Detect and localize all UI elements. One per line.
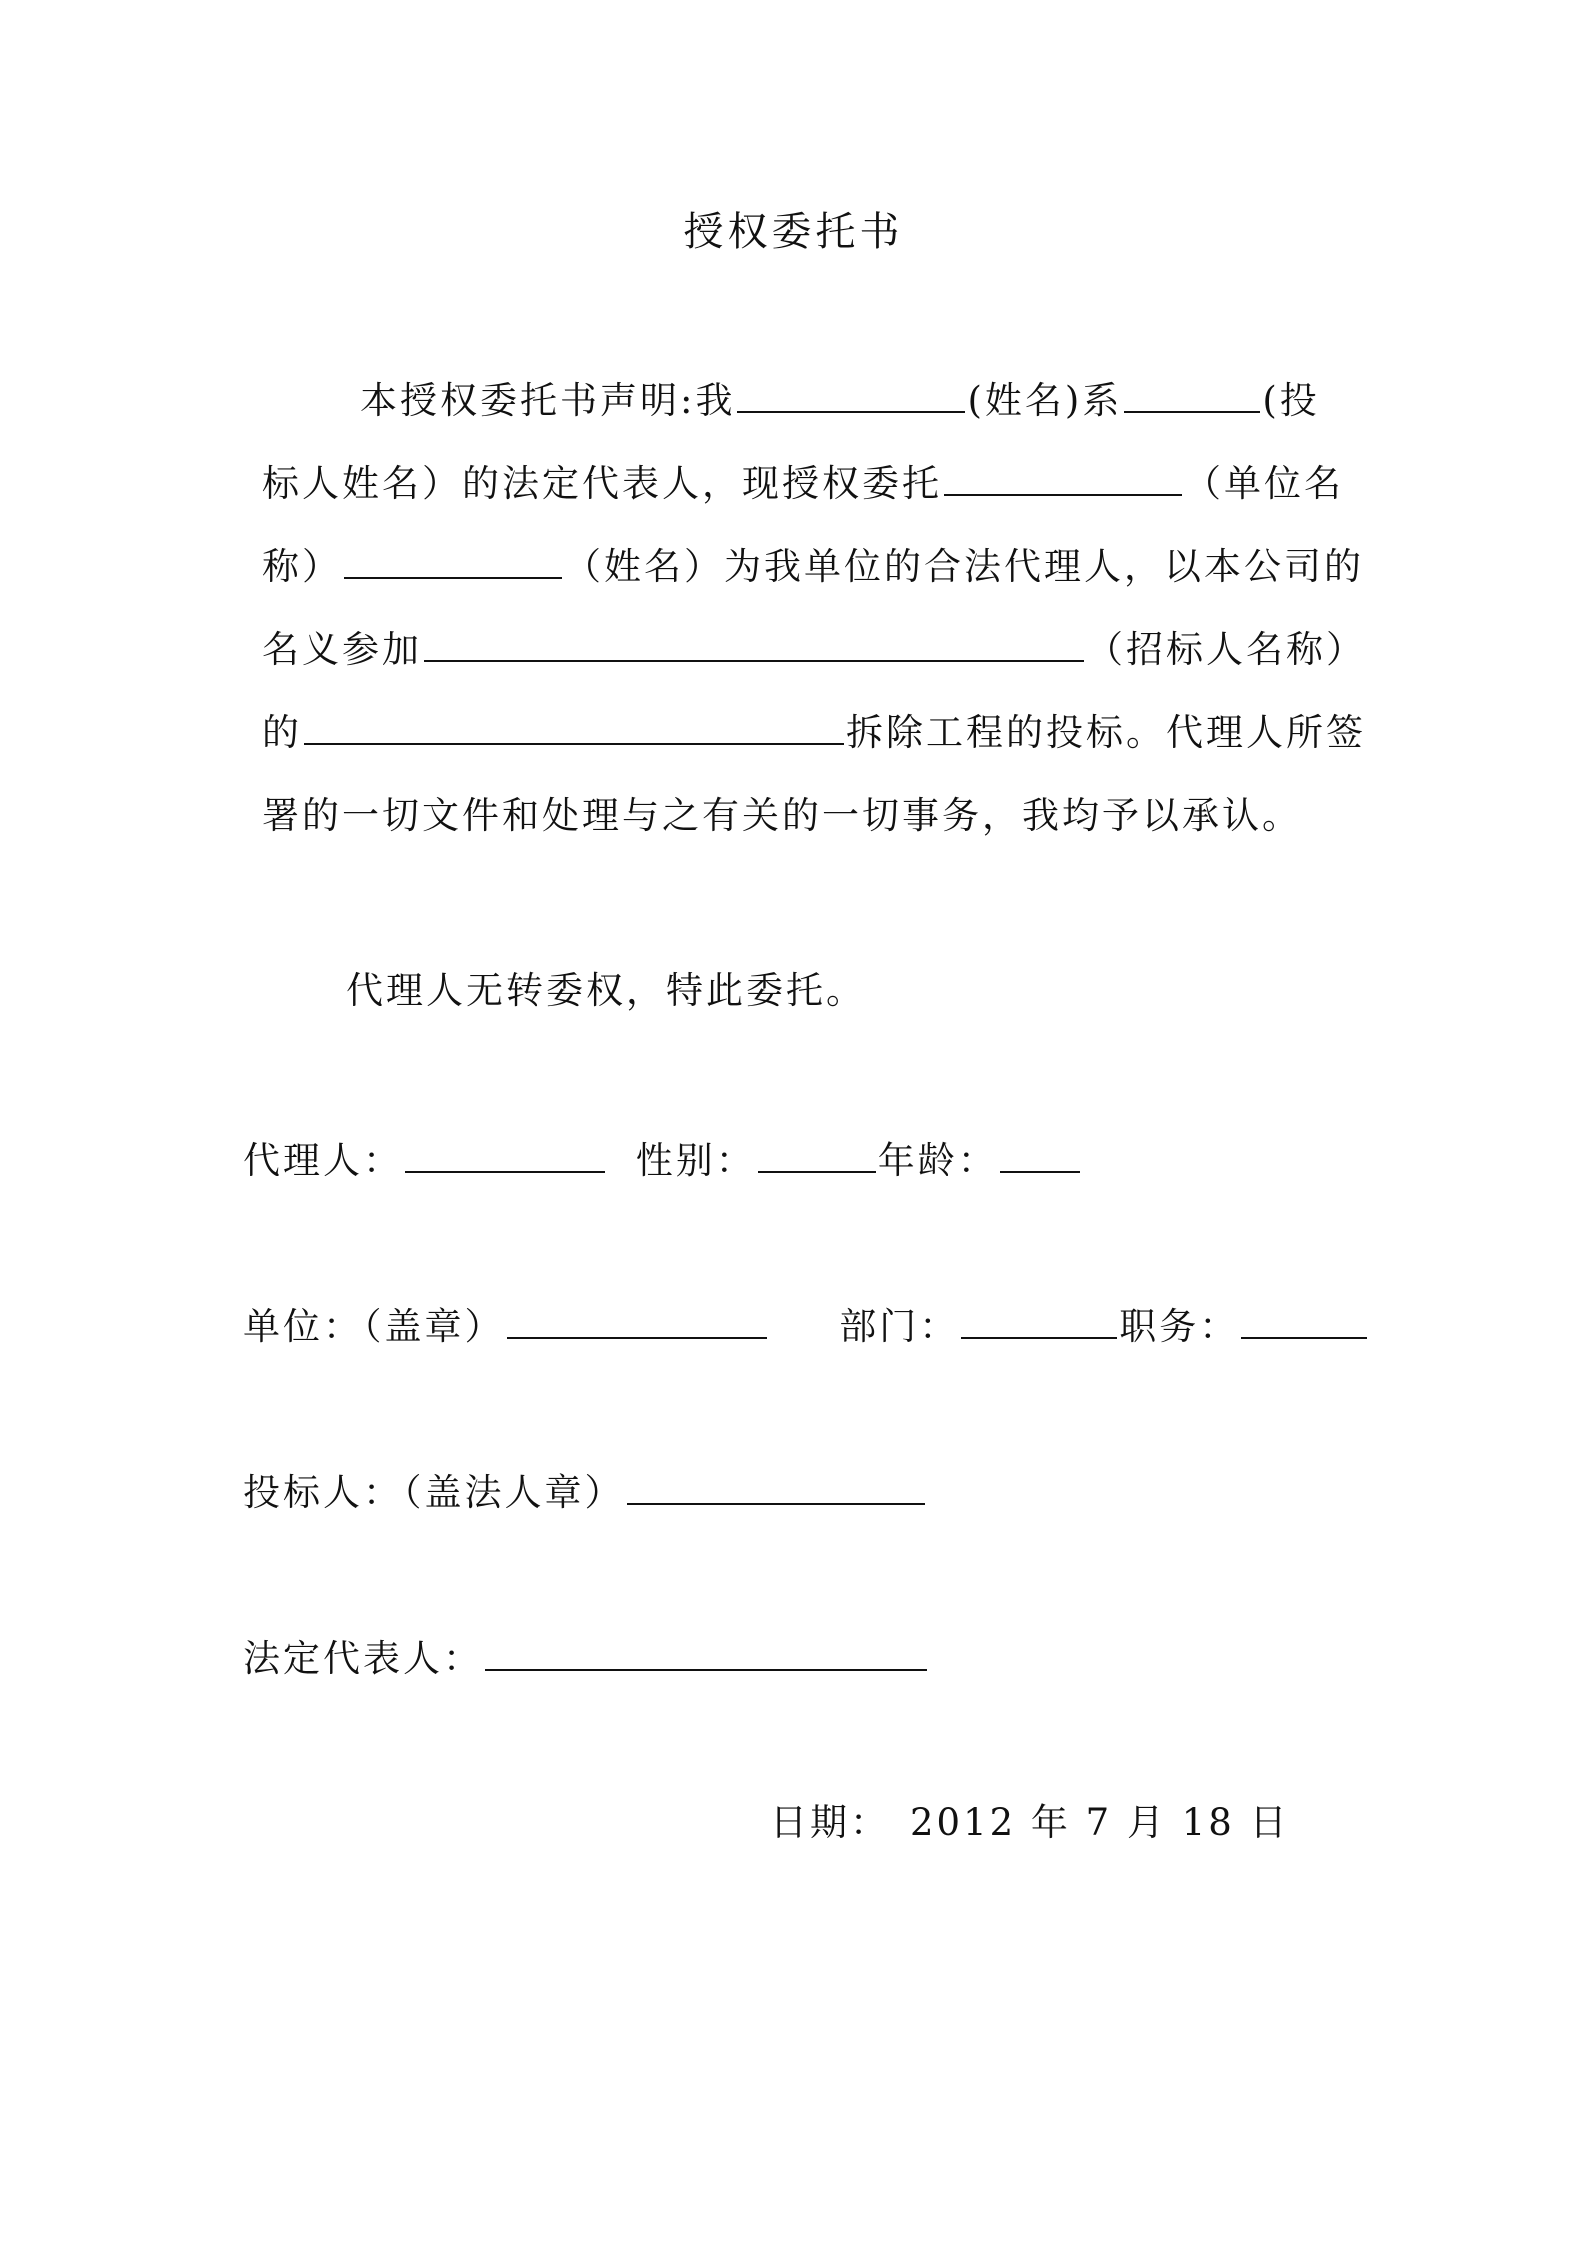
bidder-row (243, 1462, 927, 1524)
text-segment: (投 (1262, 379, 1320, 422)
text-segment: (姓名)系 (967, 379, 1123, 422)
text-segment: 拆除工程的投标。代理人所签 (846, 711, 1366, 754)
position-label: 职务： (1119, 1305, 1240, 1348)
bidder-label: 投标人：（盖法人章） (243, 1471, 625, 1514)
paragraph-line-5 (262, 702, 1366, 764)
project-name-blank[interactable] (304, 709, 844, 745)
dept-field[interactable] (961, 1303, 1117, 1339)
age-field[interactable] (1000, 1137, 1080, 1173)
agent-label: 代理人： (243, 1139, 403, 1182)
paragraph-line-1 (360, 370, 1320, 432)
bidder-seal-field[interactable] (627, 1469, 925, 1505)
document-title: 授权委托书 (683, 209, 904, 255)
gender-field[interactable] (758, 1137, 876, 1173)
gender-label: 性别： (635, 1139, 756, 1182)
text-segment: （招标人名称） (1086, 628, 1366, 671)
unit-name-blank[interactable] (944, 460, 1182, 496)
date-row (770, 1792, 1290, 1854)
text-segment: 标人姓名）的法定代表人，现授权委托 (262, 462, 942, 505)
unit-field[interactable] (507, 1303, 767, 1339)
paragraph-2: 代理人无转委权，特此委托。 (346, 969, 866, 1012)
text-segment: 的 (262, 711, 302, 754)
date-value: 2012 年 7 月 18 日 (910, 1801, 1290, 1844)
paragraph-line-2 (262, 453, 1344, 515)
tenderer-name-blank[interactable] (424, 626, 1084, 662)
agent-field[interactable] (405, 1137, 605, 1173)
bidder-name-blank[interactable] (1124, 377, 1260, 413)
text-segment: 称） (262, 545, 342, 588)
legal-rep-row (243, 1628, 929, 1690)
agent-name-blank[interactable] (344, 543, 562, 579)
paragraph-line-3 (262, 536, 1364, 598)
unit-info-row (243, 1296, 1369, 1358)
text-segment: 本授权委托书声明:我 (360, 379, 736, 422)
paragraph-line-6: 署的一切文件和处理与之有关的一切事务，我均予以承认。 (262, 794, 1302, 837)
legal-rep-field[interactable] (485, 1635, 927, 1671)
unit-label: 单位：（盖章） (243, 1305, 505, 1348)
text-segment: （姓名）为我单位的合法代理人，以本公司的 (564, 545, 1364, 588)
name-blank[interactable] (737, 377, 965, 413)
dept-label: 部门： (839, 1305, 960, 1348)
age-label: 年龄： (877, 1139, 998, 1182)
text-segment: 名义参加 (262, 628, 422, 671)
legal-rep-label: 法定代表人： (243, 1637, 483, 1680)
position-field[interactable] (1241, 1303, 1367, 1339)
paragraph-line-4 (262, 619, 1366, 681)
date-label: 日期： (770, 1801, 890, 1844)
text-segment: （单位名 (1184, 462, 1344, 505)
agent-info-row (243, 1130, 1082, 1192)
